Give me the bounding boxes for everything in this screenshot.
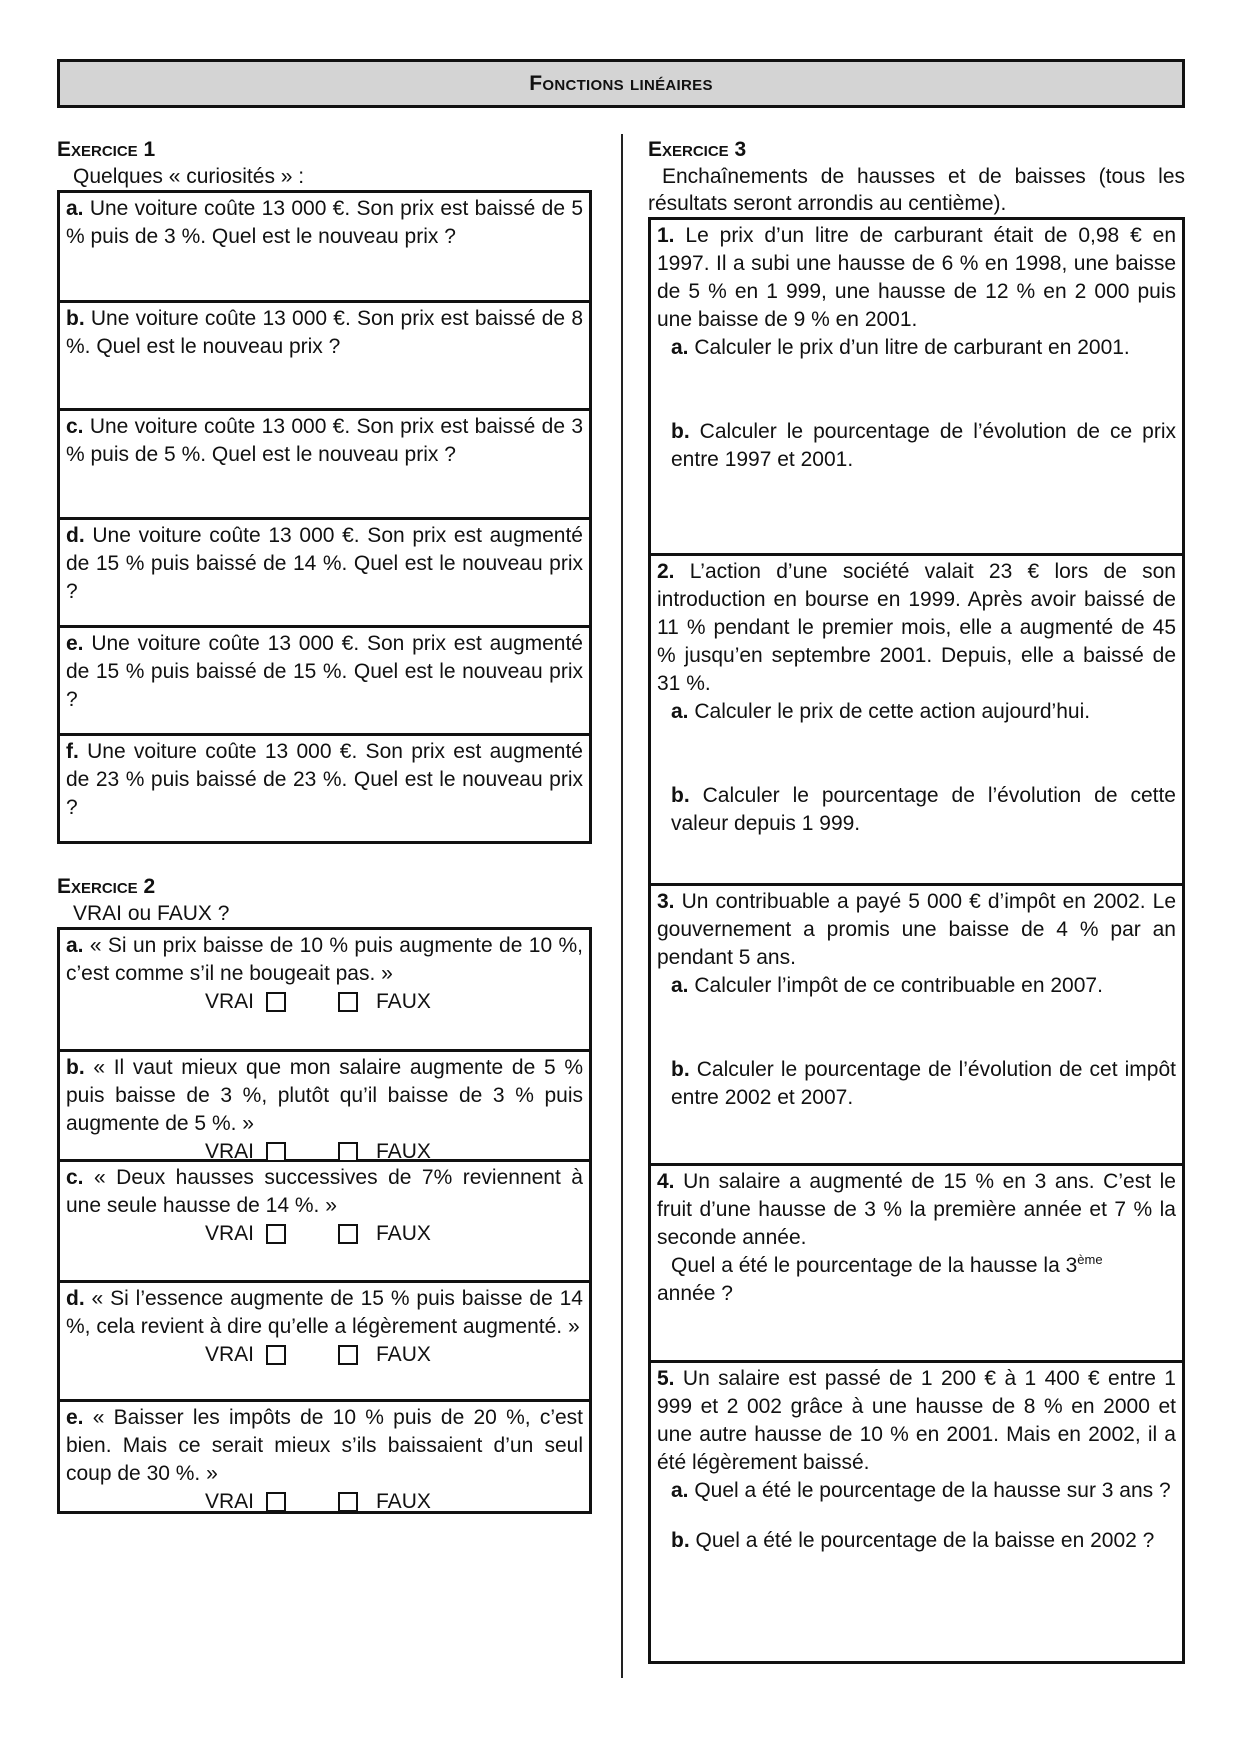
- exercise-1-boxes: [57, 190, 592, 844]
- exercise-3-item-3: [651, 883, 1182, 1163]
- exercise-3-item-2: [651, 553, 1182, 883]
- question-label: b.: [671, 784, 690, 807]
- question-text: Calculer l’impôt de ce contribuable en 2007.: [688, 974, 1103, 997]
- true-false-row: [66, 988, 583, 1016]
- question-b: [657, 1527, 1176, 1555]
- exercise-1-item-e: [60, 625, 589, 733]
- exercise-2-item-a: [60, 930, 589, 1049]
- page-title: Fonctions linéaires: [529, 71, 713, 95]
- faux-checkbox[interactable]: [338, 1345, 358, 1365]
- item-label: 2.: [657, 560, 675, 583]
- item-text: Calculer le pourcentage de l’évolution de ce prix entre 1997 et 2001.: [671, 420, 1176, 471]
- exercise-3-title: Exercice 3: [648, 138, 747, 161]
- question-label: b.: [671, 1058, 690, 1081]
- item-label: a.: [66, 197, 84, 220]
- page-title-bar: [57, 59, 1185, 108]
- question: [657, 1252, 1176, 1280]
- item-text: Une voiture coûte 13 000 €. Son prix est baissé de 8 %. Quel est le nouveau prix ?: [66, 307, 583, 358]
- item-label: e.: [66, 632, 84, 655]
- column-divider: [621, 134, 623, 1678]
- superscript: ème: [1077, 1252, 1103, 1267]
- question-a: [657, 698, 1176, 726]
- item-text: Une voiture coûte 13 000 €. Son prix est augmenté de 15 % puis baissé de 14 %. Quel est le nouveau prix ?: [66, 524, 583, 603]
- question-label: b.: [671, 420, 690, 443]
- vrai-checkbox[interactable]: [266, 1142, 286, 1162]
- vrai-checkbox[interactable]: [266, 1224, 286, 1244]
- question-text: Calculer le pourcentage de l’évolution de cette valeur depuis 1 999.: [671, 784, 1176, 835]
- exercise-1-subtitle: Quelques « curiosités » :: [73, 165, 305, 188]
- item-text: L’action d’une société valait 23 € lors de son introduction en bourse en 1999. Après avoir baissé de 11 % pendant le premier mois, elle a augmenté de 45 % jusqu’en septembre 2001. Depuis, elle a baissé de 31 %.: [657, 560, 1176, 695]
- item-label: 4.: [657, 1170, 675, 1193]
- faux-checkbox[interactable]: [338, 1142, 358, 1162]
- vrai-label: VRAI: [205, 1343, 255, 1366]
- item-text: Un contribuable a payé 5 000 € d’impôt en 2002. Le gouvernement a promis une baisse de 4 % par an pendant 5 ans.: [657, 890, 1176, 969]
- item-text: Un salaire est passé de 1 200 € à 1 400 € entre 1 999 et 2 002 grâce à une hausse de 8 % en 2000 et une autre hausse de 10 % en 2001. Mais en 2002, il a été légèrement baissé.: [657, 1367, 1176, 1474]
- question-label: b.: [671, 1529, 690, 1552]
- question-text: Calculer le prix de cette action aujourd’hui.: [688, 700, 1091, 723]
- exercise-3-item-5: [651, 1360, 1182, 1661]
- item-label: 3.: [657, 890, 675, 913]
- item-text: « Si l’essence augmente de 15 % puis baisse de 14 %, cela revient à dire qu’elle a légèrement augmenté. »: [66, 1287, 583, 1338]
- faux-label: FAUX: [376, 1222, 431, 1245]
- faux-checkbox[interactable]: [338, 1224, 358, 1244]
- question-b: [657, 782, 1176, 838]
- exercise-2-item-c: [60, 1159, 589, 1280]
- item-text: « Baisser les impôts de 10 % puis de 20 %, c’est bien. Mais ce serait mieux s’ils baissaient d’un seul coup de 30 %. »: [66, 1406, 583, 1485]
- item-text: Un salaire a augmenté de 15 % en 3 ans. C’est le fruit d’une hausse de 3 % la première année et 7 % la seconde année.: [657, 1170, 1176, 1249]
- item-label: c.: [66, 1166, 84, 1189]
- item-text: Une voiture coûte 13 000 €. Son prix est baissé de 5 % puis de 3 %. Quel est le nouveau prix ?: [66, 197, 583, 248]
- question-a: [657, 1477, 1176, 1505]
- true-false-row: [66, 1488, 583, 1516]
- left-column: [57, 136, 592, 1514]
- exercise-3-boxes: [648, 217, 1185, 1664]
- question-label: a.: [671, 1479, 689, 1502]
- exercise-2-subtitle: VRAI ou FAUX ?: [73, 902, 230, 925]
- item-label: d.: [66, 524, 85, 547]
- true-false-row: [66, 1341, 583, 1369]
- vrai-label: VRAI: [205, 1140, 255, 1163]
- exercise-1-item-c: [60, 408, 589, 517]
- item-label: 1.: [657, 224, 675, 247]
- exercise-2-item-d: [60, 1280, 589, 1399]
- item-label: e.: [66, 1406, 84, 1429]
- faux-label: FAUX: [376, 1140, 431, 1163]
- vrai-label: VRAI: [205, 990, 255, 1013]
- vrai-checkbox[interactable]: [266, 1492, 286, 1512]
- faux-label: FAUX: [376, 1490, 431, 1513]
- exercise-3-item-4: [651, 1163, 1182, 1360]
- exercise-2-title: Exercice 2: [57, 875, 156, 898]
- question-label: a.: [671, 336, 689, 359]
- question-text: Quel a été le pourcentage de la baisse en 2002 ?: [689, 1529, 1155, 1552]
- item-text: Le prix d’un litre de carburant était de 0,98 € en 1997. Il a subi une hausse de 6 % en 1998, une baisse de 5 % en 1 999, une hausse de 12 % en 2 000 puis une baisse de 9 % en 2001.: [657, 224, 1176, 331]
- faux-checkbox[interactable]: [338, 1492, 358, 1512]
- item-text: Une voiture coûte 13 000 €. Son prix est baissé de 3 % puis de 5 %. Quel est le nouveau prix ?: [66, 415, 583, 466]
- vrai-label: VRAI: [205, 1490, 255, 1513]
- item-label: 5.: [657, 1367, 675, 1390]
- question-end: année ?: [657, 1282, 733, 1305]
- faux-label: FAUX: [376, 990, 431, 1013]
- item-text: Une voiture coûte 13 000 €. Son prix est augmenté de 15 % puis baissé de 15 %. Quel est le nouveau prix ?: [66, 632, 583, 711]
- item-text: « Il vaut mieux que mon salaire augmente de 5 % puis baisse de 3 %, plutôt qu’il baisse de 3 % puis augmente de 5 %. »: [66, 1056, 583, 1135]
- exercise-3-subtitle: Enchaînements de hausses et de baisses (tous les résultats seront arrondis au centième).: [648, 165, 1185, 215]
- item-label: d.: [66, 1287, 85, 1310]
- question-a: [657, 334, 1176, 362]
- item-text: « Deux hausses successives de 7% reviennent à une seule hausse de 14 %. »: [66, 1166, 583, 1217]
- vrai-checkbox[interactable]: [266, 1345, 286, 1365]
- question-label: a.: [671, 700, 689, 723]
- question-a: [657, 972, 1176, 1000]
- item-label: b.: [66, 307, 85, 330]
- faux-label: FAUX: [376, 1343, 431, 1366]
- exercise-1-item-f: [60, 733, 589, 841]
- exercise-1-item-b: [60, 300, 589, 408]
- vrai-label: VRAI: [205, 1222, 255, 1245]
- question-b: [657, 1056, 1176, 1112]
- question-b: [657, 418, 1176, 474]
- vrai-checkbox[interactable]: [266, 992, 286, 1012]
- question-text: Calculer le prix d’un litre de carburant en 2001.: [688, 336, 1130, 359]
- exercise-3-item-1: [651, 220, 1182, 553]
- item-label: f.: [66, 740, 79, 763]
- question-text: Calculer le pourcentage de l’évolution de cet impôt entre 2002 et 2007.: [671, 1058, 1176, 1109]
- true-false-row: [66, 1220, 583, 1248]
- item-label: a.: [66, 934, 84, 957]
- question-text: Quel a été le pourcentage de la hausse sur 3 ans ?: [688, 1479, 1171, 1502]
- exercise-1-item-d: [60, 517, 589, 625]
- item-label: c.: [66, 415, 84, 438]
- faux-checkbox[interactable]: [338, 992, 358, 1012]
- exercise-1-title: Exercice 1: [57, 138, 156, 161]
- question-label: a.: [671, 974, 689, 997]
- exercise-2-boxes: [57, 927, 592, 1514]
- item-text: Une voiture coûte 13 000 €. Son prix est augmenté de 23 % puis baissé de 23 %. Quel est le nouveau prix ?: [66, 740, 583, 819]
- exercise-2-item-b: [60, 1049, 589, 1163]
- exercise-2-item-e: [60, 1399, 589, 1511]
- item-text: « Si un prix baisse de 10 % puis augmente de 10 %, c’est comme s’il ne bougeait pas. »: [66, 934, 583, 985]
- question-text: Quel a été le pourcentage de la hausse la 3: [671, 1254, 1078, 1277]
- exercise-1-item-a: [60, 193, 589, 300]
- right-column: [648, 136, 1185, 1664]
- item-label: b.: [66, 1056, 85, 1079]
